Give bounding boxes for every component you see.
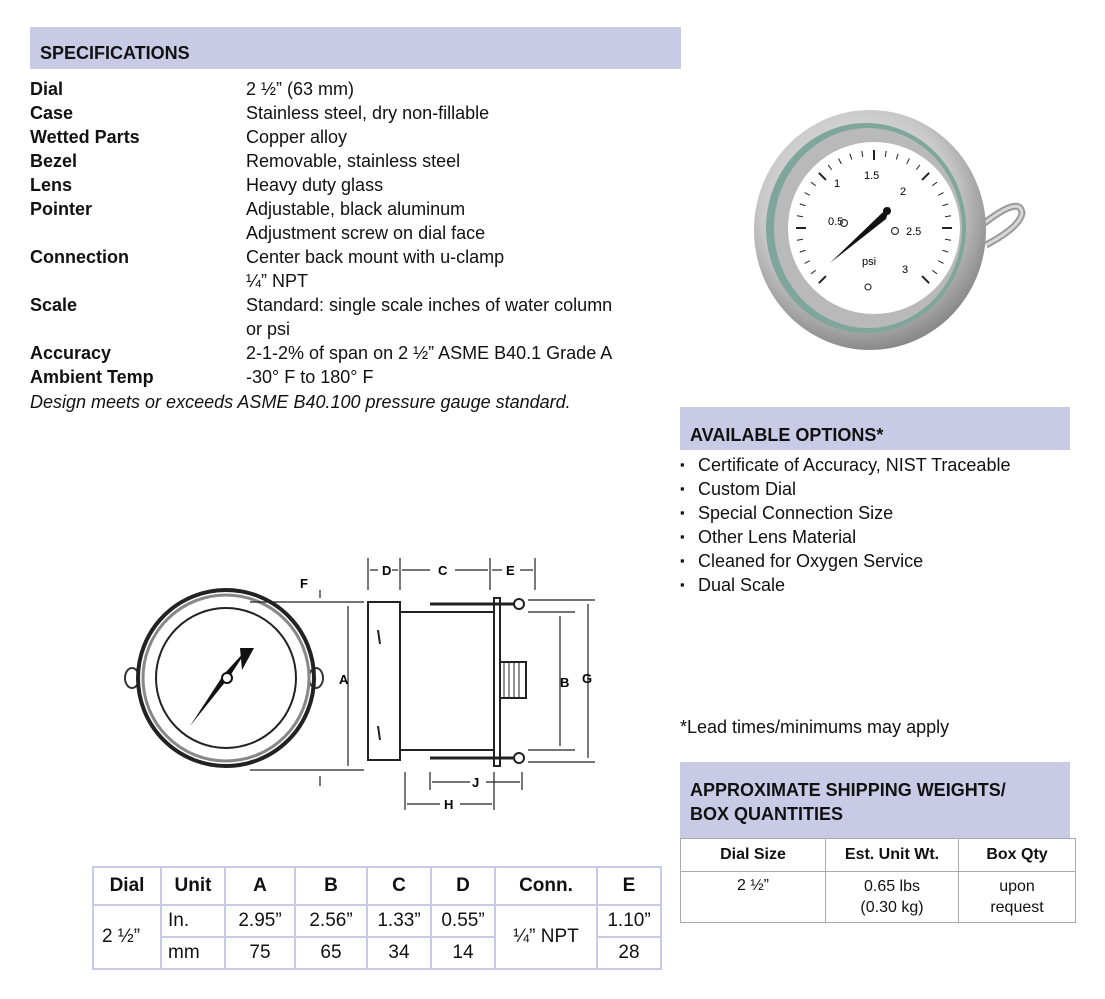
cell-e: 28 xyxy=(597,937,661,969)
col-box-qty: Box Qty xyxy=(959,839,1076,872)
spec-label: Lens xyxy=(30,175,73,195)
spec-row-bezel xyxy=(30,149,676,173)
col-c: C xyxy=(367,867,431,905)
dimensions-table xyxy=(92,866,662,970)
table-row xyxy=(681,872,1076,923)
dim-label-e: E xyxy=(506,563,515,578)
bullet-icon: ▪ xyxy=(680,481,685,496)
gauge-label-3: 3 xyxy=(902,264,909,276)
option-item: ▪ Custom Dial xyxy=(680,479,797,499)
standard-note: Design meets or exceeds ASME B40.100 pressure gauge standard. xyxy=(30,392,571,412)
col-unit: Unit xyxy=(161,867,225,905)
spec-value: 2-1-2% of span on 2 ½” ASME B40.1 Grade A xyxy=(246,343,613,363)
cell-unit: mm xyxy=(161,937,225,969)
col-a: A xyxy=(225,867,295,905)
cell-a: 75 xyxy=(225,937,295,969)
options-header xyxy=(680,407,1070,450)
spec-value: Center back mount with u-clamp ¼” NPT xyxy=(246,247,505,291)
spec-label: Dial xyxy=(30,79,64,99)
shipping-title-line1: APPROXIMATE SHIPPING WEIGHTS/ xyxy=(690,780,1006,800)
dimension-drawing xyxy=(120,550,600,820)
dim-label-a: A xyxy=(339,672,349,687)
spec-row-scale xyxy=(30,293,676,341)
spec-label: Wetted Parts xyxy=(30,127,140,147)
cell-c: 34 xyxy=(367,937,431,969)
spec-row-wetted-parts xyxy=(30,125,676,149)
col-unit-weight: Est. Unit Wt. xyxy=(826,839,959,872)
spec-row-accuracy xyxy=(30,341,676,365)
gauge-label-2: 2 xyxy=(900,186,907,198)
gauge-label-1: 1 xyxy=(834,178,841,190)
spec-label: Accuracy xyxy=(30,343,112,363)
dim-label-b: B xyxy=(560,675,570,690)
gauge-photo xyxy=(750,95,1030,365)
cell-dial-size: 2 ½” xyxy=(681,872,826,923)
option-item: ▪ Dual Scale xyxy=(680,575,786,595)
specifications-table xyxy=(30,77,676,389)
options-title: AVAILABLE OPTIONS* xyxy=(690,425,884,445)
bullet-icon: ▪ xyxy=(680,505,685,520)
spec-value: Standard: single scale inches of water column or psi xyxy=(246,295,613,339)
spec-value: 2 ½” (63 mm) xyxy=(246,79,355,99)
table-header-row xyxy=(681,839,1076,872)
cell-b: 65 xyxy=(295,937,367,969)
cell-c: 1.33” xyxy=(367,905,431,937)
gauge-clamp xyxy=(982,206,1022,245)
cell-unit: In. xyxy=(161,905,225,937)
gauge-pivot xyxy=(883,207,891,215)
cell-e: 1.10” xyxy=(597,905,661,937)
spec-row-dial xyxy=(30,77,676,101)
spec-value: Copper alloy xyxy=(246,127,348,147)
spec-value: -30° F to 180° F xyxy=(246,367,374,387)
dim-label-c: C xyxy=(438,563,448,578)
col-conn: Conn. xyxy=(495,867,597,905)
col-d: D xyxy=(431,867,495,905)
option-item: ▪ Special Connection Size xyxy=(680,503,894,523)
lead-times-note: *Lead times/minimums may apply xyxy=(680,717,950,737)
cell-d: 0.55” xyxy=(431,905,495,937)
cell-b: 2.56” xyxy=(295,905,367,937)
table-row xyxy=(93,905,661,937)
gauge-label-1-5: 1.5 xyxy=(864,170,880,182)
col-e: E xyxy=(597,867,661,905)
spec-label: Scale xyxy=(30,295,78,315)
spec-label: Connection xyxy=(30,247,129,267)
spec-row-case xyxy=(30,101,676,125)
spec-row-pointer xyxy=(30,197,676,245)
cell-box-qty: upon request xyxy=(959,872,1076,923)
shipping-header xyxy=(680,762,1070,838)
cell-unit-weight: 0.65 lbs (0.30 kg) xyxy=(826,872,959,923)
dim-label-h: H xyxy=(444,797,454,812)
side-view xyxy=(368,598,526,766)
dim-label-j: J xyxy=(472,775,480,790)
gauge-unit-label: psi xyxy=(862,256,877,268)
shipping-table xyxy=(680,838,1076,923)
options-list xyxy=(680,453,1010,597)
spec-row-lens xyxy=(30,173,676,197)
spec-label: Pointer xyxy=(30,199,93,219)
col-dial: Dial xyxy=(93,867,161,905)
front-view xyxy=(125,590,323,766)
cell-dial: 2 ½” xyxy=(93,905,161,969)
gauge-label-2-5: 2.5 xyxy=(906,226,922,238)
bullet-icon: ▪ xyxy=(680,529,685,544)
table-header-row xyxy=(93,867,661,905)
specifications-header xyxy=(30,27,681,69)
spec-value: Removable, stainless steel xyxy=(246,151,461,171)
shipping-title-line2: BOX QUANTITIES xyxy=(690,804,844,824)
spec-value: Adjustable, black aluminum Adjustment screw on dial face xyxy=(246,199,486,243)
spec-row-ambient-temp xyxy=(30,365,676,389)
bullet-icon: ▪ xyxy=(680,577,685,592)
col-b: B xyxy=(295,867,367,905)
cell-d: 14 xyxy=(431,937,495,969)
dim-label-d: D xyxy=(382,563,392,578)
spec-label: Ambient Temp xyxy=(30,367,154,387)
option-item: ▪ Other Lens Material xyxy=(680,527,857,547)
spec-row-connection xyxy=(30,245,676,293)
cell-conn: ¼” NPT xyxy=(495,905,597,969)
bullet-icon: ▪ xyxy=(680,553,685,568)
spec-label: Case xyxy=(30,103,74,123)
gauge-label-0-5: 0.5 xyxy=(828,216,844,228)
col-dial-size: Dial Size xyxy=(681,839,826,872)
spec-label: Bezel xyxy=(30,151,78,171)
cell-a: 2.95” xyxy=(225,905,295,937)
spec-value: Heavy duty glass xyxy=(246,175,384,195)
bullet-icon: ▪ xyxy=(680,457,685,472)
option-item: ▪ Certificate of Accuracy, NIST Traceable xyxy=(680,455,1011,475)
dim-label-f: F xyxy=(300,576,308,591)
spec-value: Stainless steel, dry non-fillable xyxy=(246,103,490,123)
dim-label-g: G xyxy=(582,671,593,686)
specifications-title: SPECIFICATIONS xyxy=(40,43,190,63)
option-item: ▪ Cleaned for Oxygen Service xyxy=(680,551,924,571)
